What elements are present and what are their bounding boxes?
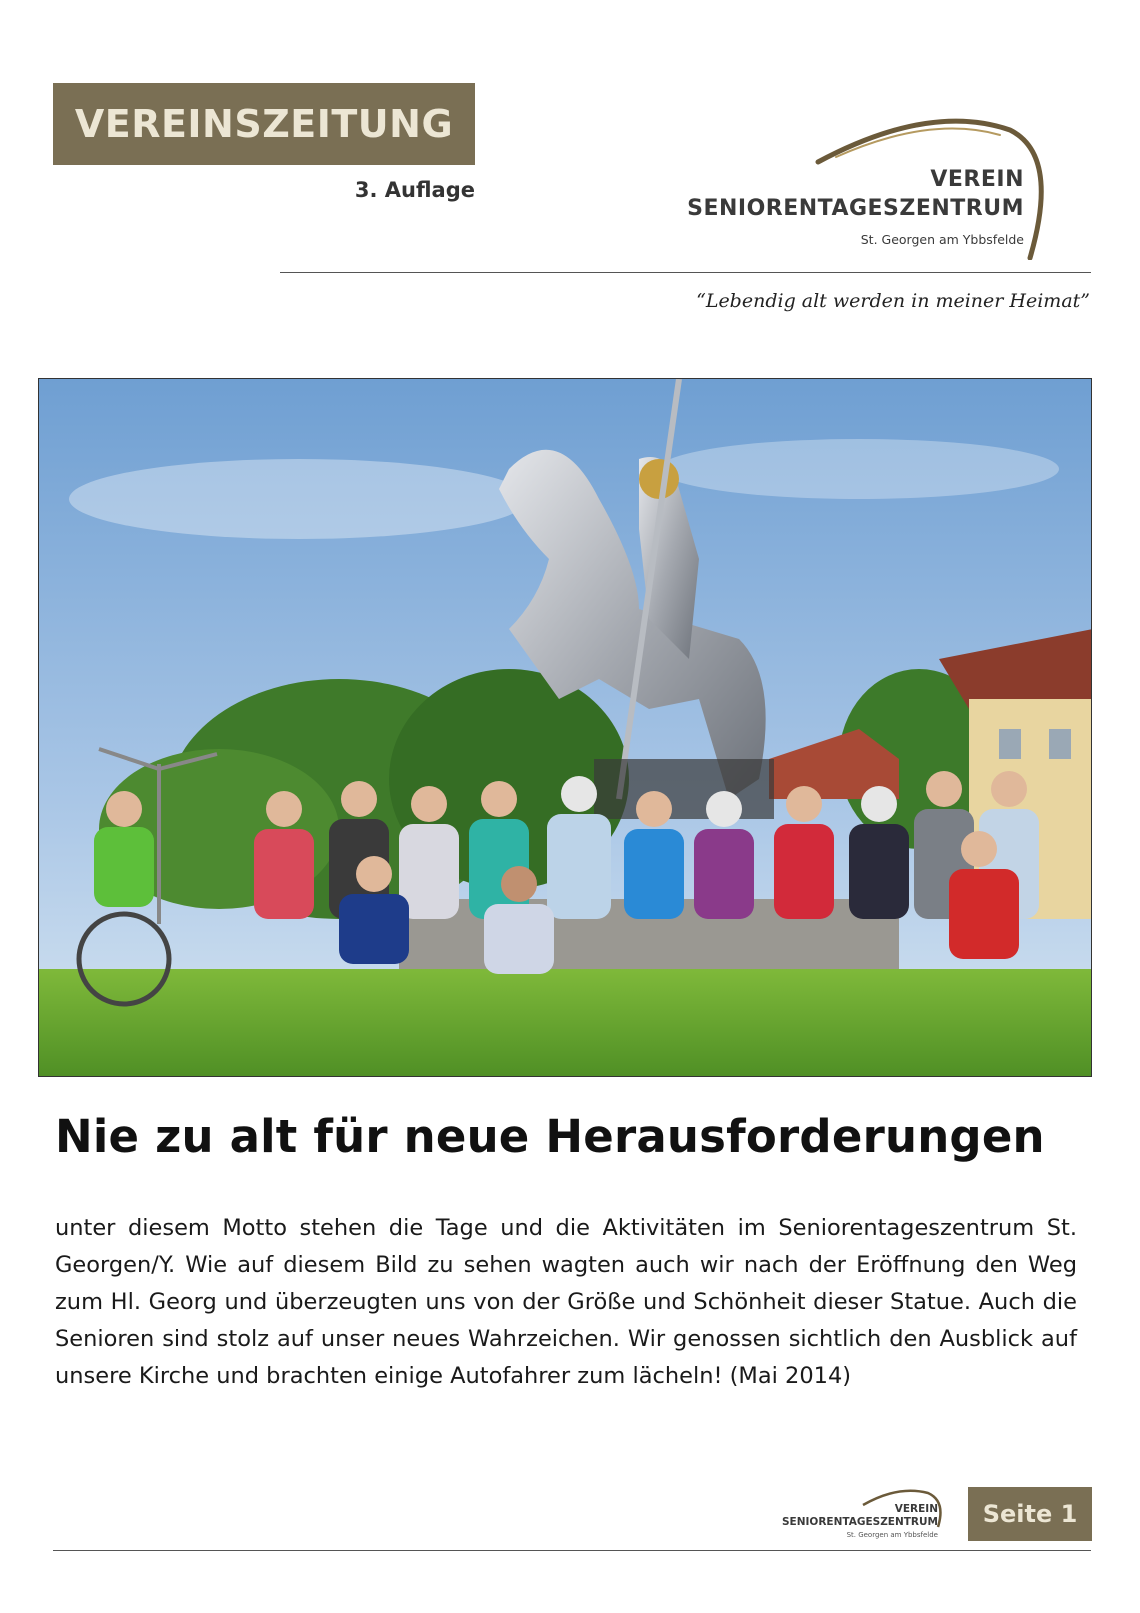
header-divider [280, 272, 1091, 273]
article-headline: Nie zu alt für neue Herausforderungen [55, 1110, 1045, 1163]
photo-illustration [39, 379, 1092, 1077]
group-photo [38, 378, 1092, 1077]
masthead-title: VEREINSZEITUNG [74, 102, 454, 146]
footer-logo-name: SENIORENTAGESZENTRUM [781, 1516, 938, 1528]
footer-divider [53, 1550, 1091, 1551]
logo-name: SENIORENTAGESZENTRUM [687, 196, 1024, 221]
footer-logo-verein: VEREIN [894, 1503, 938, 1515]
footer-logo [768, 1487, 958, 1547]
footer-logo-location: St. Georgen am Ybbsfelde [846, 1531, 938, 1539]
article-body: unter diesem Motto stehen die Tage und die Aktivitäten im Seniorentageszentrum St. Georgen/Y. Wie auf diesem Bild zu sehen wagten auch wir nach der Eröffnung den Weg zum Hl. Georg und überzeugten uns von der Größe und Schönheit dieser Statue. Auch die Senioren sind stolz auf unser neues Wahrzeichen. Wir genossen sichtlich den Ausblick auf unsere Kirche und brachten einige Autofahrer zum lächeln! (Mai 2014) [55, 1215, 1077, 1389]
page-number-box [968, 1487, 1092, 1541]
edition-label: 3. Auflage [354, 178, 475, 202]
logo-location: St. Georgen am Ybbsfelde [860, 232, 1024, 247]
motto: “Lebendig alt werden in meiner Heimat” [696, 290, 1090, 312]
logo-verein: VEREIN [930, 167, 1024, 192]
association-logo [600, 110, 1090, 260]
page-number: Seite 1 [982, 1500, 1078, 1528]
masthead-box [53, 83, 475, 165]
